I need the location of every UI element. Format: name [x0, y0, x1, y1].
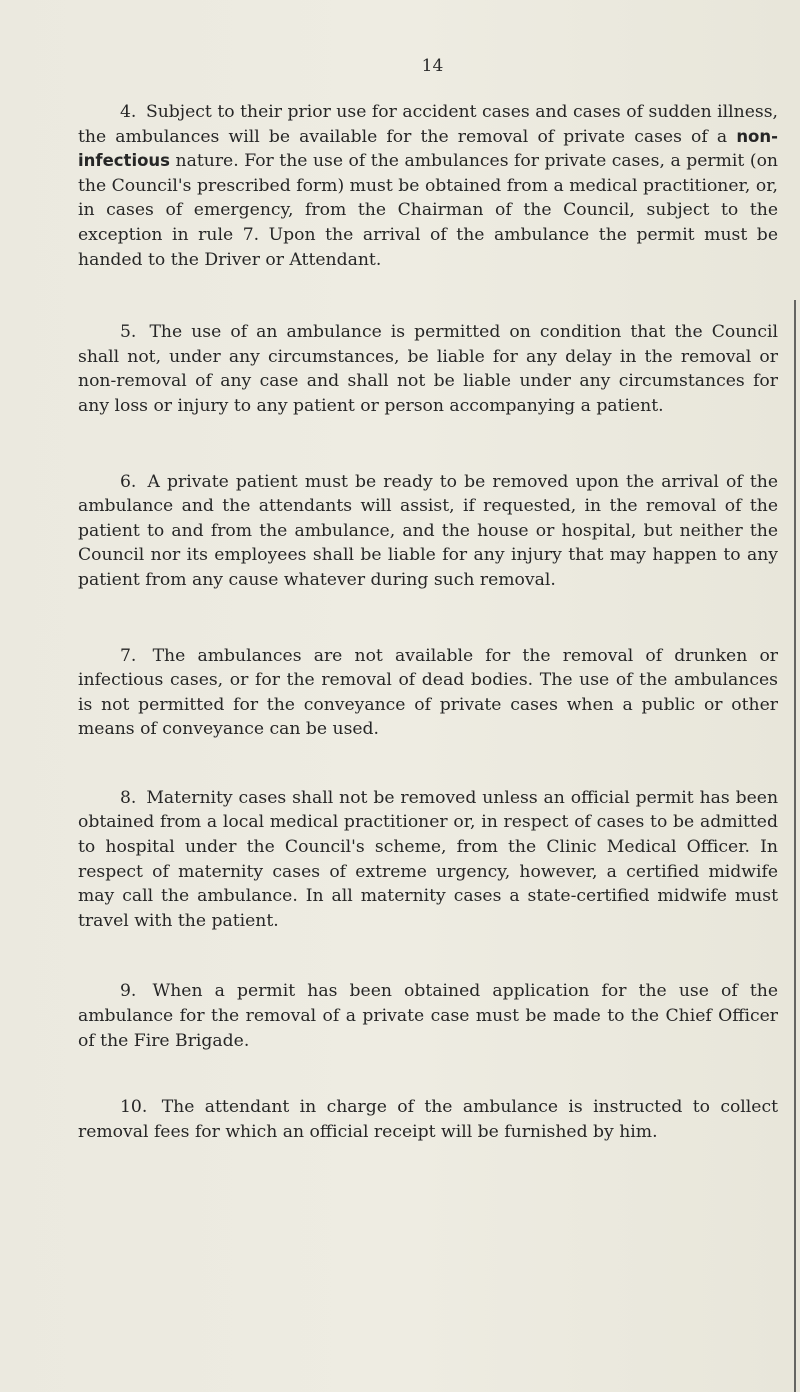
rule-text-after: nature. For the use of the ambulances for private cases, a permit (on the Council's prescribed form) must be obtained from a medical practitioner, or, in cases of emergency, from the Chairman of the Council, subject to the exception in rule 7. Upon the arrival of the ambulance the permit must be handed to the Driver or Attendant.: [78, 151, 778, 270]
rule-text: A private patient must be ready to be removed upon the arrival of the ambulance and the attendants will assist, if requested, in the removal of the patient to and from the ambulance, and the house or hospital, but neither the Council nor its employees shall be liable for any injury that may happen to any patient from any cause whatever during such removal.: [78, 471, 779, 590]
rule-4: [78, 100, 778, 272]
rule-number: 9.: [120, 981, 137, 1002]
rules-list: [78, 100, 778, 1144]
rule-text: The attendant in charge of the ambulance is instructed to collect removal fees for which an official receipt will be furnished by him.: [78, 1097, 778, 1142]
rule-number: 8.: [120, 787, 137, 808]
rule-number: 4.: [120, 102, 137, 122]
rule-5: [78, 320, 778, 418]
rule-7: [78, 644, 778, 742]
rule-number: 6.: [120, 471, 137, 492]
rule-number: 7.: [120, 645, 137, 666]
rule-9: [78, 979, 778, 1053]
rule-text: When a permit has been obtained application for the use of the ambulance for the removal of a private case must be made to the Chief Officer of the Fire Brigade.: [78, 981, 779, 1051]
rule-10: [78, 1095, 778, 1144]
rule-text: The use of an ambulance is permitted on condition that the Council shall not, under any circumstances, be liable for any delay in the removal or non-removal of any case and shall not be liable under any circumstances for any loss or injury to any patient or person accompanying a patient.: [78, 322, 778, 416]
rule-number: 10.: [120, 1097, 148, 1118]
rule-6: [78, 470, 778, 593]
page-number: 14: [421, 56, 444, 76]
rule-text: The ambulances are not available for the removal of drunken or infectious cases, or for the removal of dead bodies. The use of the ambulances is not permitted for the conveyance of private cases when a public or other means of conveyance can be used.: [78, 645, 779, 740]
rule-emphasis: non-infectious: [78, 126, 778, 171]
rule-text: Maternity cases shall not be removed unless an official permit has been obtained from a local medical practitioner or, in respect of cases to be admitted to hospital under the Council's scheme, from the Clinic Medical Officer. In respect of maternity cases of extreme urgency, however, a certified midwife may call the ambulance. In all maternity cases a state-certified midwife must travel with the patient.: [78, 787, 779, 931]
page-edge-shadow: [794, 300, 796, 1392]
rule-number: 5.: [120, 322, 137, 343]
rule-8: [78, 786, 778, 934]
rule-text-before: Subject to their prior use for accident cases and cases of sudden illness, the ambulances will be available for the removal of private cases of a: [78, 102, 778, 147]
